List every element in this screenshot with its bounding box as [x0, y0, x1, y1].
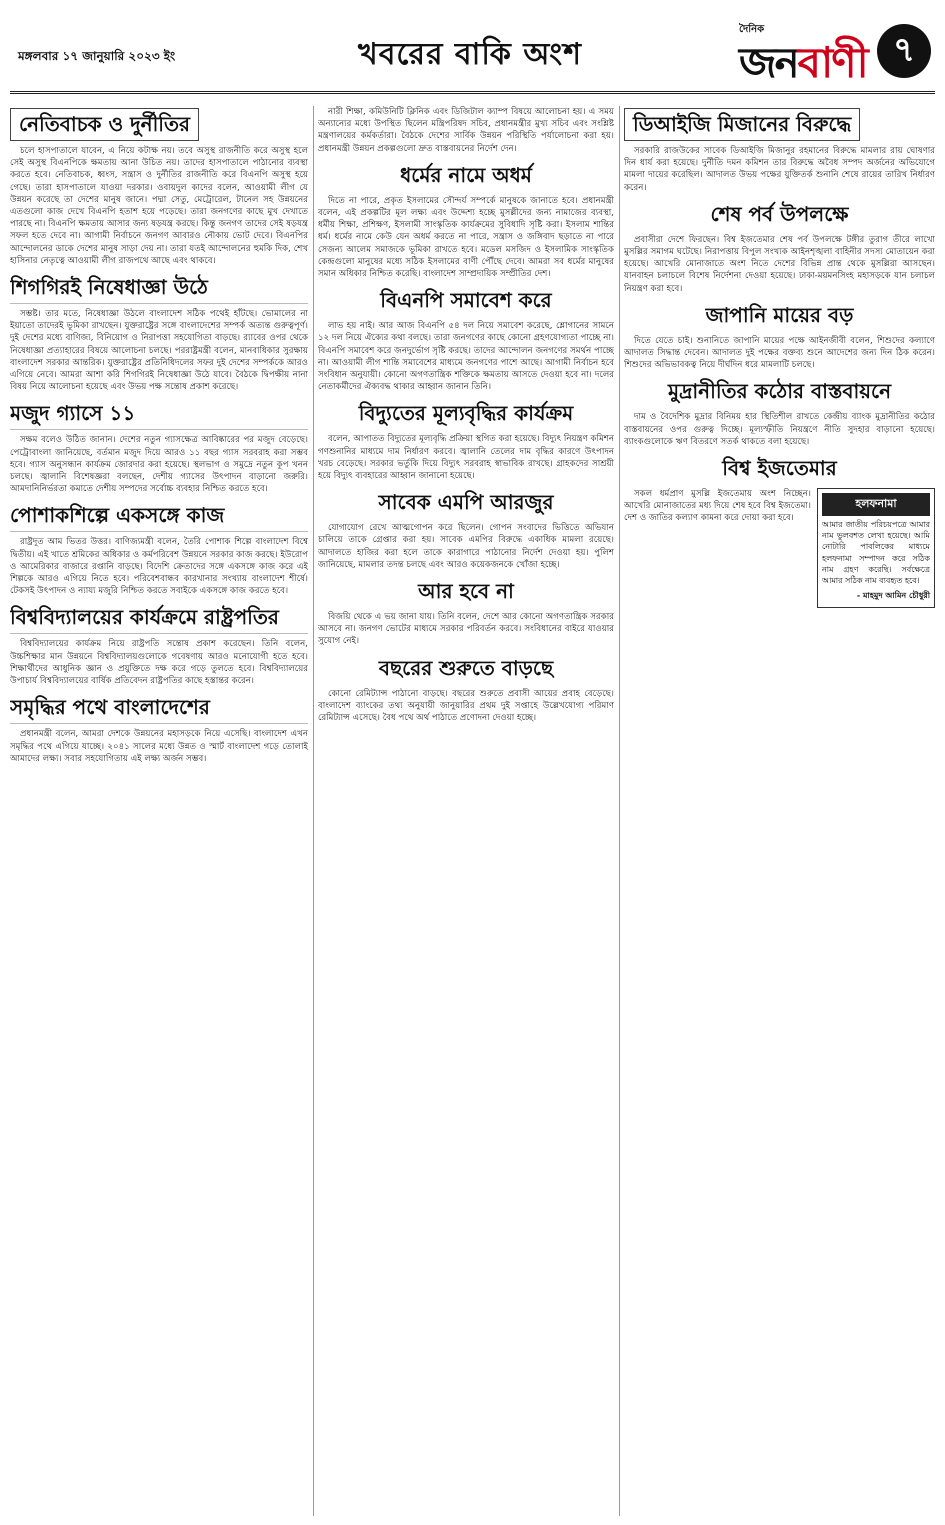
newspaper-logo: [731, 22, 871, 87]
article-headline: বিদ্যুতের মূল্যবৃদ্ধির কার্যক্রম: [358, 401, 574, 426]
article-text: সম্ভষ্ট। তার মতে, নিষেধাজ্ঞা উঠলে বাংলাদেশ সঠিক পথেই হাঁটছে। ভোমালের না ইয়াতো তাদেরই ভূমিকা রাখছেন। যুক্তরাষ্ট্রের সঙ্গে বাংলাদেশের সম্পর্ক অত্যন্ত গুরুত্বপূর্ণ। দুই দেশের মধ্যে বাণিজ্য, বিনিয়োগ ও নিরাপত্তা সহযোগিতা বাড়ছে। র‌্যাবের ওপর থেকে নিষেধাজ্ঞা প্রত্যাহারের বিষয়ে আলোচনা চলছে। পররাষ্ট্রমন্ত্রী বলেন, মানবাধিকার সুরক্ষায় বাংলাদেশ সরকার আন্তরিক। যুক্তরাষ্ট্রের প্রতিনিধিদলের সফর দুই দেশের সম্পর্ককে আরও এগিয়ে নেবে। আমরা আশা করি শিগগিরই নিষেধাজ্ঞা উঠে যাবে। বৈঠকে দ্বিপক্ষীয় নানা বিষয় নিয়ে আলোচনা হয়েছে এবং উভয় পক্ষ সন্তোষ প্রকাশ করেছে।: [10, 309, 308, 393]
article: [624, 106, 935, 194]
article: [10, 399, 308, 495]
article-text: প্রবাসীরা দেশে ফিরছেন। বিশ্ব ইজতেমার শেষ পর্ব উপলক্ষে টঙ্গীর তুরাগ তীরে লাখো মুসল্লির সমাগম ঘটেছে। নিরাপত্তায় বিপুল সংখ্যক আইনশৃঙ্খলা বাহিনীর সদস্য মোতায়েন করা হয়েছে। আখেরি মোনাজাতে অংশ নিতে দেশের বিভিন্ন প্রান্ত থেকে মুসল্লিরা আসছেন। যানবাহন চলাচলে বিশেষ নির্দেশনা দেওয়া হয়েছে। ঢাকা-ময়মনসিংহ মহাসড়কে যান চলাচল নিয়ন্ত্রণ করা হবে।: [624, 234, 935, 294]
article-text: সক্ষম বলেও উঠিত জানান। দেশের নতুন গ্যাসক্ষেত্র আবিষ্কারের পর মজুদ বেড়েছে। পেট্রোবাংলা জানিয়েছে, বর্তমান মজুদ দিয়ে আরও ১১ বছর গ্যাস সরবরাহ করা সম্ভব হবে। গ্যাস অনুসন্ধান কার্যক্রম জোরদার করা হয়েছে। স্থলভাগ ও সমুদ্রে নতুন কূপ খনন চলছে। জ্বালানি বিশেষজ্ঞরা বলছেন, দেশীয় গ্যাসের উৎপাদন বাড়ানো জরুরি। আমদানিনির্ভরতা কমাতে দেশীয় সম্পদের সর্বোচ্চ ব্যবহার নিশ্চিত করতে হবে।: [10, 435, 308, 495]
article-body: [10, 145, 308, 267]
article-text: বিজয়ি থেকে এ ভয় জানা যায়। তিনি বলেন, দেশে আর কোনো অগণতান্ত্রিক সরকার আসবে না। জনগণ ভোটের মাধ্যমে সরকার পরিবর্তন করবে। সংবিধানের বাইরে যাওয়ার সুযোগ নেই।: [318, 612, 614, 647]
affidavit-notice-box: [817, 488, 935, 608]
article-headline: শেষ পর্ব উপলক্ষে: [710, 201, 849, 226]
notice-title: হলফনামা: [822, 493, 930, 516]
article-body: [318, 611, 614, 648]
article-text: দাম ও বৈদেশিক মুদ্রার বিনিময় হার স্থিতিশীল রাখতে কেন্দ্রীয় ব্যাংক মুদ্রানীতির কঠোর বাস্তবায়নের ওপর গুরুত্ব দিচ্ছে। মূল্যস্ফীতি নিয়ন্ত্রণে নীতি সুদহার বাড়ানো হয়েছে। ব্যাংকগুলোকে ঋণ বিতরণে সতর্ক থাকতে বলা হয়েছে।: [624, 412, 935, 447]
article: [318, 577, 614, 648]
article-body: [318, 522, 614, 571]
article-headline: আর হবে না: [418, 579, 514, 604]
article-text: কোনো রেমিট্যান্স পাঠানো বাড়ছে। বছরের শুরুতে প্রবাসী আয়ের প্রবাহ বেড়েছে। বাংলাদেশ ব্যাংকের তথ্য অনুযায়ী জানুয়ারির প্রথম দুই সপ্তাহে উল্লেখযোগ্য পরিমাণ রেমিট্যান্স এসেছে। বৈধ পথে অর্থ পাঠাতে প্রণোদনা দেওয়া হচ্ছে।: [318, 688, 614, 724]
column-right: [624, 106, 935, 1516]
article-body: [10, 728, 308, 765]
article-headline: বিশ্ব ইজতেমার: [722, 456, 837, 481]
article-headline: বিএনপি সমাবেশ করে: [380, 288, 552, 313]
article-text: যোগাযোগ রেখে আত্মগোপন করে ছিলেন। গোপন সংবাদের ভিত্তিতে অভিযান চালিয়ে তাকে গ্রেপ্তার করা হয়। সাবেক এমপির বিরুদ্ধে একাধিক মামলা রয়েছে। আদালতে হাজির করা হলে তাকে কারাগারে পাঠানোর নির্দেশ দেওয়া হয়। পুলিশ জানিয়েছে, মামলার তদন্ত চলছে এবং আরও কয়েকজনকে খোঁজা হচ্ছে।: [318, 523, 614, 570]
notice-signature: - মাহমুদ আমিন চৌধুরী: [856, 590, 930, 601]
article: [10, 603, 308, 687]
article: [10, 273, 308, 393]
article: [318, 286, 614, 393]
article: [10, 106, 308, 267]
article-body: [10, 536, 308, 597]
article-body: [318, 106, 614, 155]
article-headline: বিশ্ববিদ্যালয়ের কার্যক্রমে রাষ্ট্রপতির: [10, 605, 308, 634]
article-headline: জাপানি মায়ের বড়: [705, 302, 854, 327]
logo-daily-label: দৈনিক: [739, 24, 765, 35]
article-headline: মুদ্রানীতির কঠোর বাস্তবায়নে: [667, 379, 892, 404]
article: [10, 693, 308, 765]
article-body: [318, 433, 614, 482]
article: [318, 161, 614, 280]
article-body: [10, 434, 308, 495]
notice-body: আমার জাতীয় পরিচয়পত্রে আমার নাম ভুলবশত লেখা হয়েছে। আমি নোটারি পাবলিকের মাধ্যমে হলফনামা সম্পাদন করে সঠিক নাম গ্রহণ করেছি। সর্বক্ষেত্রে আমার সঠিক নাম ব্যবহৃত হবে।: [822, 520, 930, 585]
article-text: সরকারি রাজউকের সাবেক ডিআইজি মিজানুর রহমানের বিরুদ্ধে মামলার রায় ঘোষণার দিন ধার্য করা হয়েছে। দুর্নীতি দমন কমিশন তার বিরুদ্ধে অবৈধ সম্পদ অর্জনের অভিযোগে মামলা দায়ের করেছিল। আদালত উভয় পক্ষের যুক্তিতর্ক শুনানি শেষে রায়ের তারিখ নির্ধারণ করেন।: [624, 146, 935, 193]
article: [10, 501, 308, 597]
masthead: [10, 8, 935, 94]
column-middle: [318, 106, 614, 1516]
article-headline: নেতিবাচক ও দুর্নীতির: [10, 108, 199, 141]
section-title: খবরের বাকি অংশ: [358, 37, 582, 72]
article-text: রাষ্ট্রদূত আম ভিতর উত্তর। বাণিজ্যমন্ত্রী বলেন, তৈরি পোশাক শিল্পে বাংলাদেশ বিশ্বে দ্বিতীয়। এই খাতে শ্রমিকের অধিকার ও কর্মপরিবেশ উন্নয়নে সরকার কাজ করছে। ইউরোপ ও আমেরিকার বাজারে রপ্তানি বাড়ছে। বিদেশি ক্রেতাদের সঙ্গে একসঙ্গে কাজ করে এই শিল্পকে আরও এগিয়ে নিতে হবে। পরিবেশবান্ধব কারখানার সংখ্যায় বাংলাদেশ শীর্ষে। টেকসই উৎপাদন ও ন্যায্য মজুরি নিশ্চিত করতে সবাইকে একসঙ্গে কাজ করতে হবে।: [10, 537, 308, 597]
logo-wordmark: [739, 30, 867, 101]
date-line: মঙ্গলবার ১৭ জানুয়ারি ২০২৩ ইং: [18, 49, 176, 63]
article-body: [624, 234, 935, 295]
article: [318, 106, 614, 155]
article: [318, 488, 614, 571]
article: [624, 377, 935, 448]
article-headline: মজুদ গ্যাসে ১১: [10, 401, 308, 430]
article-body: [10, 308, 308, 393]
article-text: নারী শিক্ষা, কমিউনিটি ক্লিনিক এবং ডিজিটাল ক্যাম্প বিষয়ে আলোচনা হয়। এ সময় অন্যান্যের মধ্যে উপস্থিত ছিলেন মন্ত্রিপরিষদ সচিব, প্রধানমন্ত্রীর মুখ্য সচিব এবং সংশ্লিষ্ট মন্ত্রণালয়ের কর্মকর্তারা। বৈঠকে দেশের সার্বিক উন্নয়ন পরিস্থিতি পর্যালোচনা করা হয়। প্রধানমন্ত্রী উন্নয়ন প্রকল্পগুলো দ্রুত বাস্তবায়নের নির্দেশ দেন।: [318, 107, 614, 154]
article-headline: ডিআইজি মিজানের বিরুদ্ধে: [624, 108, 860, 141]
article-body: [624, 335, 935, 372]
article: [624, 200, 935, 295]
column-divider: [313, 106, 314, 1516]
article-text: সকল ধর্মপ্রাণ মুসল্লি ইজতেমায় অংশ নিচ্ছেন। আখেরি মোনাজাতের মধ্য দিয়ে শেষ হবে বিশ্ব ইজতেমা। দেশ ও জাতির কল্যাণ কামনা করে দোয়া করা হবে।: [624, 489, 811, 524]
logo-wordmark-b: বাণী: [797, 38, 867, 87]
column-divider: [619, 106, 620, 1516]
article-body: [624, 411, 935, 448]
article-text: দিতে যেতে চাই। শুনানিতে জাপানি মায়ের পক্ষে আইনজীবী বলেন, শিশুদের কল্যাণে আদালত সিদ্ধান্ত দেবেন। আদালত দুই পক্ষের বক্তব্য শুনে আদেশের জন্য দিন ঠিক করেন। শিশুদের অভিভাবকত্ব নিয়ে দীর্ঘদিন ধরে মামলাটি চলছে।: [624, 335, 935, 371]
article-text: প্রধানমন্ত্রী বলেন, আমরা দেশকে উন্নয়নের মহাসড়কে নিয়ে এসেছি। বাংলাদেশ এখন সমৃদ্ধির পথে এগিয়ে যাচ্ছে। ২০৪১ সালের মধ্যে উন্নত ও স্মার্ট বাংলাদেশ গড়ে তোলাই আমাদের লক্ষ্য। সবার সহযোগিতায় এই লক্ষ্য অর্জন সম্ভব।: [10, 729, 308, 764]
article: [318, 399, 614, 482]
page-number: ৭: [877, 24, 931, 78]
article: [624, 301, 935, 372]
logo-wordmark-a: জন: [739, 38, 798, 87]
article-headline: শিগগিরই নিষেধাজ্ঞা উঠে: [10, 275, 308, 304]
article-headline: পোশাকশিল্পে একসঙ্গে কাজ: [10, 503, 308, 532]
article-headline: বছরের শুরুতে বাড়ছে: [378, 655, 554, 680]
article-text: লাভ হয় নাই। আর আজ বিএনপি ৫৪ দল নিয়ে সমাবেশ করেছে, শ্লোগানের সামনে ১২ দল নিয়ে ঐক্যের কথা বলছে। তারা জনগণের কাছে কোনো গ্রহণযোগ্যতা পাচ্ছে না। বিএনপি সমাবেশ করে জনদুর্ভোগ সৃষ্টি করছে। তাদের আন্দোলন জনগণের সমর্থন পাচ্ছে না। আওয়ামী লীগ শান্তি সমাবেশের মাধ্যমে জনগণের পাশে আছে। আগামী নির্বাচন হবে সংবিধান অনুযায়ী। কোনো অগণতান্ত্রিক শক্তিকে ক্ষমতায় আসতে দেওয়া হবে না। দলের নেতাকর্মীদের ঐক্যবদ্ধ থাকার আহ্বান জানান তিনি।: [318, 321, 614, 393]
article-body: [318, 688, 614, 725]
article-text: বলেন, আপাতত বিদ্যুতের মূল্যবৃদ্ধি প্রক্রিয়া স্থগিত করা হয়েছে। বিদ্যুৎ নিয়ন্ত্রণ কমিশন গণশুনানির মাধ্যমে দাম নির্ধারণ করবে। জ্বালানি তেলের দাম বৃদ্ধির কারণে উৎপাদন খরচ বেড়েছে। সরকার ভর্তুকি দিয়ে বিদ্যুৎ সরবরাহ স্বাভাবিক রাখছে। গ্রাহকদের সাশ্রয়ী হয়ে বিদ্যুৎ ব্যবহারের আহ্বান জানানো হয়েছে।: [318, 434, 614, 482]
article-headline: সমৃদ্ধির পথে বাংলাদেশের: [10, 695, 308, 724]
article-headline: সাবেক এমপি আরজুর: [378, 490, 554, 515]
article-text: দিতে না পারে, প্রকৃত ইসলামের সৌন্দর্য সম্পর্কে মানুষকে জানাতে হবে। প্রধানমন্ত্রী বলেন, এই প্রকল্পটির মূল লক্ষ্য এবং উদ্দেশ্য হচ্ছে মুসল্লীদের জন্য নামাজের ব্যবস্থা, ধর্মীয় শিক্ষা, প্রশিক্ষণ, ইসলামী সাংস্কৃতিক কার্যক্রমের সুবিধাদি সৃষ্টি করা। ইসলাম শান্তির ধর্ম। ধর্মের নামে কেউ যেন অধর্ম করতে না পারে, সন্ত্রাস ও জঙ্গিবাদ ছড়াতে না পারে সেজন্য আলেম সমাজকে ভূমিকা রাখতে হবে। মডেল মসজিদ ও ইসলামিক সাংস্কৃতিক কেন্দ্রগুলো মানুষের মধ্যে সঠিক ইসলামের বাণী পৌঁছে দেবে। আমরা সব ধর্মের মানুষের সমান অধিকার নিশ্চিত করেছি। বাংলাদেশ সাম্প্রদায়িক সম্প্রীতির দেশ।: [318, 195, 614, 280]
article-body: [624, 145, 935, 194]
article: [624, 454, 935, 608]
article: [318, 654, 614, 725]
article-body: [318, 320, 614, 393]
article-body: [10, 638, 308, 687]
article-text: চলে হাসপাতালে যাবেন, এ নিয়ে কটাক্ষ নয়। তবে অসুস্থ রাজনীতি করে অসুস্থ হলে সেই অসুস্থ বিএনপিকে ক্ষমতায় আনা উচিত নয়। তাদের হাসপাতালে পাঠানোর ব্যবস্থা করতে হবে। নেতিবাচক, ধ্বংস, সন্ত্রাস ও দুর্নীতির রাজনীতি করে বিএনপি অসুস্থ হয়ে গেছে। তারা হাসপাতালে যাওয়া দরকার। ওবায়দুল কাদের বলেন, আওয়ামী লীগ যে উন্নয়ন করেছে তা দেশের মানুষ জানে। পদ্মা সেতু, মেট্রোরেল, টানেল সহ উন্নয়নের এতগুলো কাজ দেখে বিএনপি হতাশ হয়ে পড়েছে। তারা জনগণের কাছে মুখ দেখাতে পারছে না। বিএনপি ক্ষমতায় আসার জন্য ষড়যন্ত্র করছে। কিন্তু জনগণ তাদের সেই ষড়যন্ত্র সফল হতে দেবে না। আগামী নির্বাচনে জনগণ আবারও নৌকায় ভোট দেবে। বিএনপির আন্দোলনের ডাকে দেশের মানুষ সাড়া দেয় না। তারা যতই আন্দোলনের হুমকি দিক, শেখ হাসিনার নেতৃত্বে আওয়ামী লীগ রাজপথে আছে এবং থাকবে।: [10, 146, 308, 266]
article-body: [318, 195, 614, 280]
article-text: বিশ্ববিদ্যালয়ের কার্যক্রম নিয়ে রাষ্ট্রপতি সন্তোষ প্রকাশ করেছেন। তিনি বলেন, উচ্চশিক্ষার মান উন্নয়নে বিশ্ববিদ্যালয়গুলোকে গবেষণায় আরও মনোযোগী হতে হবে। শিক্ষার্থীদের আধুনিক জ্ঞান ও প্রযুক্তিতে দক্ষ করে গড়ে তুলতে হবে। বিশ্ববিদ্যালয়ের উপাচার্য বিশ্ববিদ্যালয়ের বার্ষিক প্রতিবেদন রাষ্ট্রপতির কাছে হস্তান্তর করেন।: [10, 639, 308, 687]
article-headline: ধর্মের নামে অধর্ম: [400, 162, 532, 187]
column-left: [10, 106, 308, 1516]
